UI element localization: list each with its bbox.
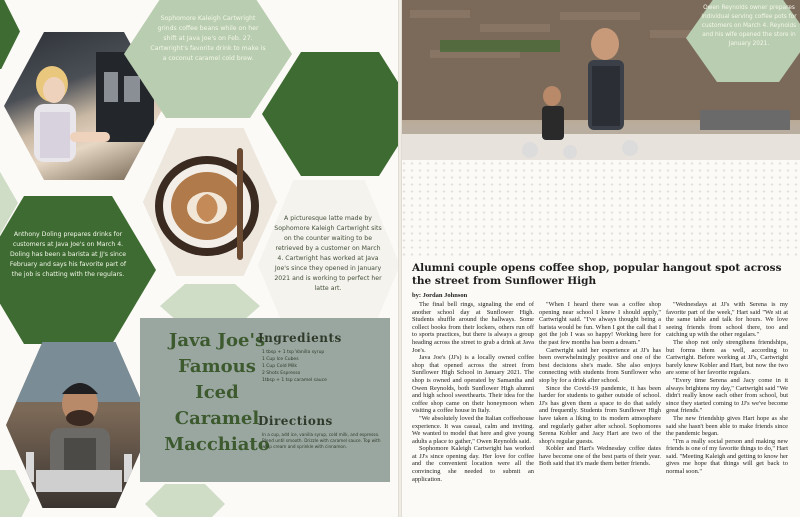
article-column-2 [539, 301, 661, 468]
paragraph: The shop not only strengthens friendships, but forms them as well, according to Cartwright. Before working at JJ's, Cartwright barely knew Kobler and Hart, but now the two are some of her favorite regulars. [666, 338, 788, 377]
ingredient-item: 1 tbsp + 1 tsp Vanilla syrup [262, 350, 325, 355]
gutter [398, 0, 402, 517]
green-hex-right [262, 52, 400, 176]
doling-illustration [6, 342, 152, 508]
paragraph: The final bell rings, signaling the end of another school day at Sunflower High. Students shuffle around the hallways. Some collect books from their lockers, others run off to sports practices, but there is always a group heading across the street to grab a drink at Java Joe's. [412, 301, 534, 354]
directions-text: In a cup, add ice, vanilla syrup, cold milk, and espresso. Blend until smooth. Drizzle with caramel sauce. Top with whip cream and sprinkle with cinnamon. [262, 432, 381, 449]
latte-illustration [143, 128, 277, 276]
article-headline: Alumni couple opens coffee shop, popular hangout spot across the street from Sunflower High [412, 262, 782, 287]
ingredient-item: 1tbsp + 1 tsp caramel sauce [262, 378, 327, 383]
paragraph: Kobler and Hart's Wednesday coffee dates have become one of the best parts of their year. Both said that it's made them better friends. [539, 445, 661, 468]
recipe-title: Java Joe's Famous Iced Caramel Macchiato [164, 330, 270, 455]
honeycomb-band [400, 160, 800, 260]
caption-cartwright-grinding: Sophomore Kaleigh Cartwright grinds coffee beans while on her shift at Java Joe's on Feb. 27. Cartwright's favorite drink to make is a coconut caramel cold brew. [150, 15, 266, 62]
ingredient-item: 1 Cup Cold Milk [262, 364, 297, 369]
paragraph: "Every time Serena and Jacy come in it always brightens my day," Cartwright said "We didn't really know each other from school, but since they started coming to JJ's we've become great friends." [666, 376, 788, 415]
paragraph: Cartwright said her experience at JJ's has been overwhelmingly positive and one of the best decisions she's made. She also enjoys connecting with students from Sunflower who stop by for a drink after school. [539, 346, 661, 384]
caption-doling: Anthony Doling prepares drinks for customers at Java Joe's on March 4. Doling has been a barista at JJ's since February and says his favorite part of the job is chatting with the regulars. [9, 231, 127, 278]
paragraph: "Wednesdays at JJ's with Serena is my favorite part of the week," Hart said "We sit at the same table and talk for hours. We love seeing friends from school there, too and catching up with the other regulars." [666, 301, 788, 339]
paragraph: Since the Covid-19 pandemic, it has been harder for students to gather outside of school. JJ's has given them a space to do that safely and frequently. Students from Sunflower High have taken a liking to its modern atmosphere and regularly gather after school. Sophomores Serena Kobler and Jacy Hart are two of the shop's regular guests. [539, 384, 661, 445]
green-hex-edge-top [0, 0, 20, 69]
directions-heading: Directions [258, 414, 333, 428]
caption-latte: A picturesque latte made by Sophomore Kaleigh Cartwright sits on the counter waiting to be retrieved by a customer on March 4. Cartwright has worked at Java Joe's since they opened in January 2021 and is working to perfect her latte art. [274, 215, 382, 292]
ingredient-item: 2 Shots Espresso [262, 371, 301, 376]
paragraph: Java Joe's (JJ's) is a locally owned coffee shop that opened across the street from Sunflower High School in January 2021. The shop is owned and operated by Samantha and Owen Reynolds, both Sunflower High alumni and high school sweethearts. Their idea for the coffee shop came on their honeymoon when visiting a coffee house in Italy. [412, 354, 534, 415]
article-byline: by: Jordan Johnson [412, 292, 468, 299]
photo-hex-doling [6, 342, 152, 508]
paragraph: "We absolutely loved the Italian coffeehouse experience. It was casual, calm and inviting. We wanted to model that here and give young adults a place to gather," Owen Reynolds said. [412, 414, 534, 445]
article-column-3 [666, 301, 788, 476]
photo-hex-latte [143, 128, 277, 276]
paragraph: Sophomore Kaleigh Cartwright has worked at JJ's since opening day. Her love for coffee and the convenient location were all the convincing she needed to submit an application. [412, 445, 534, 483]
ingredients-heading: Ingredients [258, 331, 342, 345]
ingredient-item: 1 Cup Ice Cubes [262, 357, 299, 362]
paragraph: The new friendship gives Hart hope as she said she hasn't been able to make friends since the pandemic began. [666, 414, 788, 438]
sage-hex-bottom-mid [145, 484, 225, 517]
right-page [400, 0, 800, 517]
paragraph: "When I heard there was a coffee shop opening near school I knew I should apply," Cartwright said. "I've always thought being a barista would be fun. When I got the call that I got the job I was so happy! Working here for the past few months has been a dream." [539, 301, 661, 346]
caption-reynolds: Owen Reynolds owner prepares individual serving coffee pots for customers on March 4. Reynolds and his wife opened the store in January 2021. [701, 5, 797, 47]
sage-hex-bottom-left [0, 470, 30, 517]
ingredients-list [262, 349, 382, 384]
article-column-1 [412, 301, 534, 483]
paragraph: "I'm a really social person and making new friends is one of my favorite things to do," Hart said. "Meeting Kaleigh and getting to know her gives me hope that things will get back to normal soon." [666, 437, 788, 476]
